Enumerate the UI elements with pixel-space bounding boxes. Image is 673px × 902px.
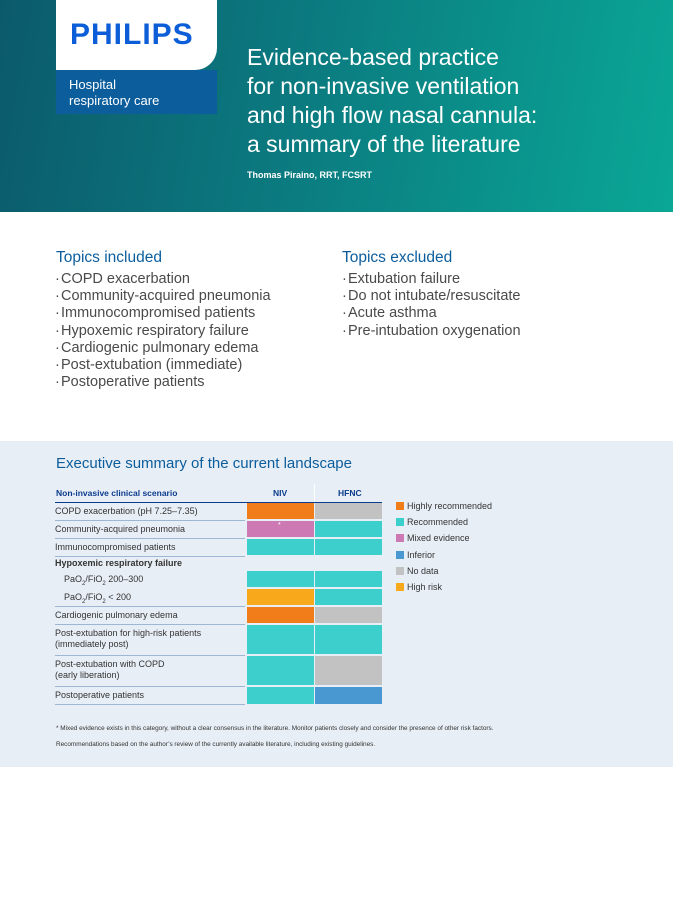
- topics-excluded-item: [342, 271, 460, 287]
- bullet: ·: [342, 305, 347, 322]
- row-divider: [55, 686, 245, 687]
- topics-excluded-item: [342, 305, 437, 321]
- scenario-label: [64, 574, 143, 590]
- title-line-3: and high flow nasal cannula:: [247, 102, 538, 128]
- legend-swatch-mixed: [396, 534, 404, 542]
- bullet: ·: [342, 322, 347, 339]
- topics-included-item: [55, 288, 271, 304]
- legend-swatch-inferior: [396, 551, 404, 559]
- column-header-niv: NIV: [273, 488, 288, 498]
- scenario-text: < 200: [105, 592, 131, 602]
- scenario-text: /FiO: [85, 592, 103, 602]
- topics-included-heading: Topics included: [56, 249, 162, 266]
- title-line-2: for non-invasive ventilation: [247, 73, 520, 99]
- logo-wordmark: PHILIPS: [70, 18, 194, 51]
- footnote-recommendations: Recommendations based on the author’s review of the currently available literature, including existing guidelines.: [56, 741, 376, 748]
- topics-included-item-text: Cardiogenic pulmonary edema: [61, 339, 259, 356]
- title-line-4: a summary of the literature: [247, 131, 521, 157]
- legend-label-highrisk: High risk: [407, 582, 443, 592]
- topics-included-item-text: Community-acquired pneumonia: [61, 288, 271, 305]
- hfnc-rating-cell: [315, 589, 382, 605]
- subscript: 2: [102, 598, 106, 605]
- topics-included-item: [55, 323, 249, 339]
- topics-included-item-text: COPD exacerbation: [61, 271, 190, 287]
- topics-excluded-item-text: Extubation failure: [348, 271, 461, 287]
- bullet: ·: [342, 271, 347, 287]
- niv-rating-cell: [247, 607, 314, 623]
- department-label: [56, 70, 217, 114]
- topics-included-item: [55, 357, 242, 373]
- bullet: ·: [55, 288, 60, 305]
- hfnc-rating-cell: [315, 607, 382, 623]
- scenario-text: 200–300: [105, 574, 144, 584]
- subscript: 2: [82, 598, 86, 605]
- hfnc-rating-cell: [315, 625, 382, 654]
- topics-included-item: [55, 374, 204, 390]
- scenario-text: PaO: [64, 574, 83, 584]
- header-separator: [314, 484, 315, 502]
- scenario-label: Postoperative patients: [55, 690, 145, 700]
- topics-excluded-item-text: Pre-intubation oxygenation: [348, 322, 521, 339]
- summary-title: Executive summary of the current landscape: [56, 455, 352, 472]
- topics-included-item-text: Hypoxemic respiratory failure: [61, 322, 249, 339]
- scenario-label: [55, 628, 201, 650]
- bullet: ·: [55, 339, 60, 356]
- title-line-1: Evidence-based practice: [247, 44, 499, 70]
- scenario-label: Immunocompromised patients: [55, 542, 176, 552]
- bullet: ·: [55, 357, 60, 373]
- scenario-label: Hypoxemic respiratory failure: [55, 558, 183, 568]
- scenario-text: /FiO: [85, 574, 103, 584]
- legend-label-mixed: Mixed evidence: [407, 533, 470, 544]
- bullet: ·: [55, 305, 60, 322]
- topics-included-item-text: Post-extubation (immediate): [61, 357, 243, 373]
- scenario-label: Community-acquired pneumonia: [55, 524, 186, 534]
- scenario-text: PaO: [64, 592, 83, 602]
- niv-rating-cell: [247, 656, 314, 685]
- topics-included-item-text: Postoperative patients: [61, 374, 205, 391]
- topics-excluded-item-text: Do not intubate/resuscitate: [348, 288, 521, 305]
- niv-rating-cell: [247, 589, 314, 605]
- row-divider: [55, 556, 245, 557]
- author: Thomas Piraino, RRT, FCSRT: [247, 170, 373, 180]
- scenario-label-line-1: Post-extubation for high-risk patients: [55, 628, 202, 638]
- subscript: 2: [82, 580, 86, 587]
- legend-label-highly: Highly recommended: [407, 501, 493, 511]
- topics-excluded-item-text: Acute asthma: [348, 305, 437, 322]
- hfnc-rating-cell: [315, 539, 382, 555]
- legend-swatch-highly: [396, 502, 404, 510]
- niv-rating-cell: [247, 539, 314, 555]
- legend-label-nodata: No data: [407, 565, 439, 576]
- hero-banner: [0, 0, 673, 212]
- hfnc-rating-cell: [315, 687, 382, 704]
- department-line-2: respiratory care: [69, 93, 160, 108]
- hfnc-rating-cell: [315, 656, 382, 685]
- mixed-evidence-asterisk: *: [278, 522, 281, 529]
- bullet: ·: [55, 271, 60, 287]
- scenario-label-line-2: (early liberation): [55, 670, 120, 680]
- legend-label-recommended: Recommended: [407, 517, 469, 528]
- topics-included-item: [55, 340, 258, 356]
- bullet: ·: [55, 322, 60, 339]
- hfnc-rating-cell: [315, 503, 382, 519]
- philips-logo: [56, 0, 217, 70]
- row-divider: [55, 624, 245, 625]
- topics-excluded-heading: Topics excluded: [342, 249, 453, 266]
- footnote-mixed-evidence: * Mixed evidence exists in this category, without a clear consensus in the literature. Monitor patients closely and consider the presence of other risk factors.: [56, 725, 494, 732]
- row-divider: [55, 704, 245, 705]
- topics-included-item-text: Immunocompromised patients: [61, 305, 256, 322]
- scenario-label: [55, 659, 165, 681]
- column-header-hfnc: HFNC: [338, 488, 362, 498]
- topics-included-item: [55, 305, 255, 321]
- scenario-label: Cardiogenic pulmonary edema: [55, 610, 178, 620]
- row-divider: [55, 606, 245, 607]
- topics-excluded-item: [342, 288, 521, 304]
- niv-rating-cell: [247, 687, 314, 704]
- legend-swatch-recommended: [396, 518, 404, 526]
- bullet: ·: [342, 288, 347, 305]
- legend-swatch-highrisk: [396, 583, 404, 591]
- legend-label-inferior: Inferior: [407, 549, 436, 560]
- hfnc-rating-cell: [315, 571, 382, 587]
- topics-included-item: [55, 271, 190, 287]
- scenario-label-line-1: Post-extubation with COPD: [55, 659, 165, 669]
- bullet: ·: [55, 374, 60, 391]
- column-header-scenario: Non-invasive clinical scenario: [56, 488, 178, 498]
- niv-rating-cell: [247, 571, 314, 587]
- scenario-label-line-2: (immediately post): [55, 639, 129, 649]
- scenario-label: COPD exacerbation (pH 7.25–7.35): [55, 506, 198, 516]
- topics-excluded-item: [342, 323, 521, 339]
- hfnc-rating-cell: [315, 521, 382, 537]
- department-line-1: Hospital: [69, 77, 116, 92]
- niv-rating-cell: [247, 625, 314, 654]
- niv-rating-cell: [247, 503, 314, 519]
- row-divider: [55, 520, 245, 521]
- row-divider: [55, 538, 245, 539]
- subscript: 2: [102, 580, 106, 587]
- row-divider: [55, 655, 245, 656]
- legend-swatch-nodata: [396, 567, 404, 575]
